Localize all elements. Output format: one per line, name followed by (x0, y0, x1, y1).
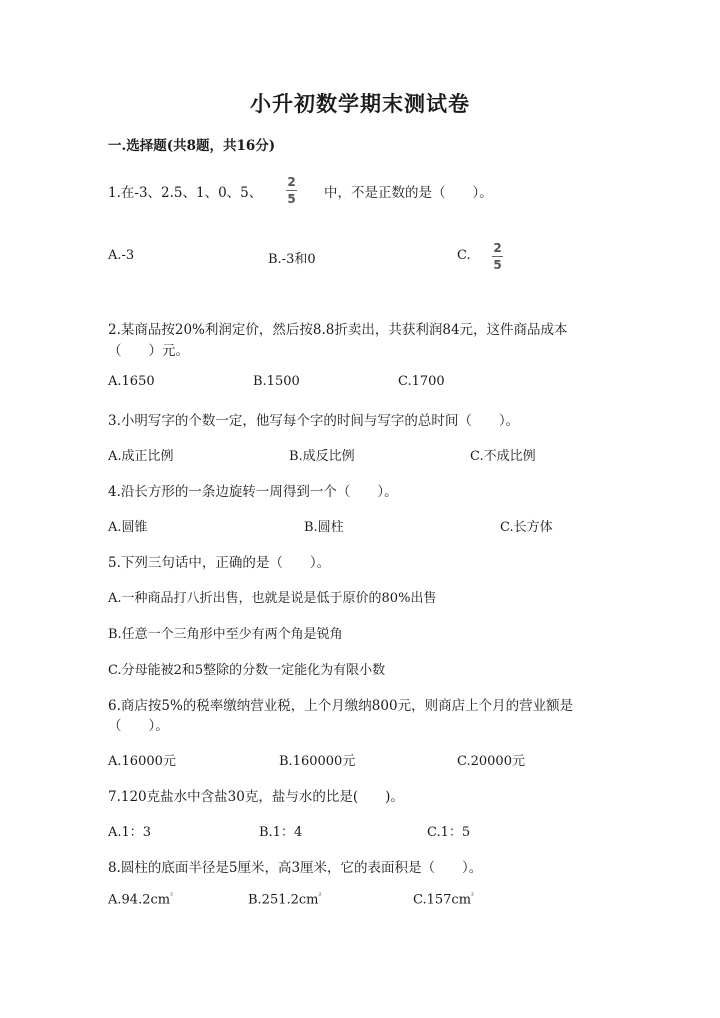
fraction-denominator: 5 (287, 192, 296, 206)
unit-superscript: ² (170, 892, 173, 900)
question-7-option-c: C.1：5 (427, 825, 471, 840)
fraction-denominator: 5 (493, 258, 502, 272)
question-1-stem-before: 1.在-3、2.5、1、0、5、 (108, 185, 263, 201)
question-2-option-c: C.1700 (398, 374, 445, 389)
question-4-option-c: C.长方体 (500, 520, 553, 535)
question-6-option-b: B.160000元 (279, 754, 356, 769)
question-1-stem-after: 中，不是正数的是（ ）。 (324, 185, 493, 201)
question-1-option-c: C. (457, 248, 471, 263)
question-5-option-c: C.分母能被2和5整除的分数一定能化为有限小数 (108, 663, 386, 678)
question-8-option-a (108, 892, 173, 907)
question-5-option-b: B.任意一个三角形中至少有两个角是锐角 (108, 627, 343, 642)
question-2-option-a: A.1650 (108, 374, 155, 389)
question-5-option-a: A.一种商品打八折出售，也就是说是低于原价的80%出售 (108, 591, 437, 606)
question-7-stem: 7.120克盐水中含盐30克，盐与水的比是( )。 (108, 789, 404, 805)
section-heading: 一.选择题(共8题，共16分) (108, 138, 276, 154)
question-1-option-c-fraction (492, 242, 503, 271)
option-text: A.94.2cm (108, 892, 171, 908)
page-title: 小升初数学期末测试卷 (250, 91, 470, 116)
question-2-option-b: B.1500 (253, 374, 300, 389)
question-6-stem-line1: 6.商店按5%的税率缴纳营业税，上个月缴纳800元，则商店上个月的营业额是 (108, 698, 574, 714)
question-4-option-b: B.圆柱 (304, 520, 344, 535)
unit-superscript: ² (318, 892, 322, 900)
question-3-option-c: C.不成比例 (470, 449, 536, 464)
question-6-stem-line2: （ ）。 (108, 718, 169, 734)
question-6-option-c: C.20000元 (457, 754, 525, 769)
fraction-numerator: 2 (493, 241, 502, 255)
question-8-stem: 8.圆柱的底面半径是5厘米，高3厘米，它的表面积是（ ）。 (108, 860, 483, 876)
question-1-fraction (286, 176, 297, 205)
question-7-option-b: B.1：4 (259, 825, 303, 840)
question-3-option-b: B.成反比例 (289, 449, 355, 464)
fraction-bar (492, 256, 503, 257)
question-3-stem: 3.小明写字的个数一定，他写每个字的时间与写字的总时间（ ）。 (108, 413, 520, 429)
option-text: C.157cm (413, 892, 472, 908)
option-text: B.251.2cm (248, 892, 319, 908)
question-4-option-a: A.圆锥 (108, 520, 148, 535)
question-5-stem: 5.下列三句话中，正确的是（ ）。 (108, 555, 331, 571)
unit-superscript: ² (471, 892, 474, 900)
question-1-option-a: A.-3 (108, 248, 135, 263)
question-4-stem: 4.沿长方形的一条边旋转一周得到一个（ ）。 (108, 484, 398, 500)
question-7-option-a: A.1：3 (108, 825, 152, 840)
question-2-stem-line2: （ ）元。 (108, 343, 189, 359)
question-8-option-b (248, 892, 321, 907)
question-2-stem-line1: 2.某商品按20%利润定价，然后按8.8折卖出，共获利润84元，这件商品成本 (108, 322, 568, 338)
question-3-option-a: A.成正比例 (108, 449, 174, 464)
question-1-option-b: B.-3和0 (268, 252, 316, 267)
fraction-numerator: 2 (287, 175, 296, 189)
question-6-option-a: A.16000元 (108, 754, 176, 769)
question-8-option-c (413, 892, 474, 907)
fraction-bar (286, 190, 297, 191)
